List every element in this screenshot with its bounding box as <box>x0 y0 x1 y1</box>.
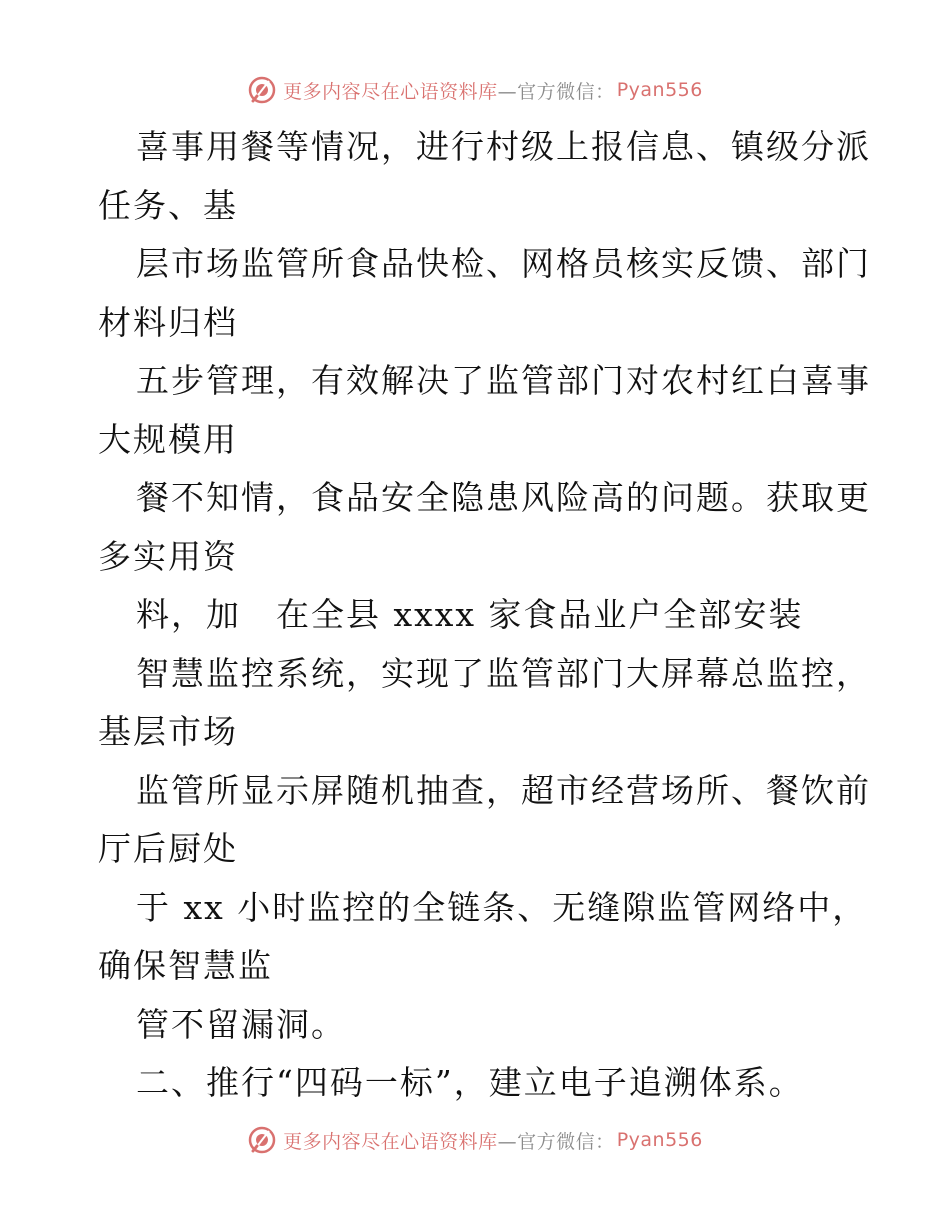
body-text-line: 管不留漏洞。 <box>136 1004 346 1044</box>
body-text-line: 多实用资 <box>98 536 238 576</box>
banner-wechat-id: Pyan556 <box>616 1129 703 1151</box>
body-text-line: 料，加 在全县 xxxx 家食品业户全部安装 <box>136 595 804 634</box>
body-text-line: 于 xx 小时监控的全链条、无缝隙监管网络中， <box>136 887 868 927</box>
body-text-line: 五步管理，有效解决了监管部门对农村红白喜事 <box>136 361 871 400</box>
banner-main-text: 更多内容尽在心语资料库 <box>283 1130 498 1153</box>
banner-wechat-id: Pyan556 <box>616 79 703 101</box>
body-text-line: 喜事用餐等情况，进行村级上报信息、镇级分派 <box>136 127 871 166</box>
banner-sub-text: —官方微信： <box>497 1130 615 1153</box>
banner-sub-text: —官方微信： <box>497 80 615 103</box>
body-text-line: 基层市场 <box>98 712 238 751</box>
body-text-line: 材料归档 <box>98 302 238 342</box>
body-text-line: 任务、基 <box>98 185 238 225</box>
body-text-line: 确保智慧监 <box>98 946 273 985</box>
footer-banner <box>0 1120 950 1160</box>
body-text-line: 厅后厨处 <box>98 829 238 868</box>
body-text-line: 智慧监控系统，实现了监管部门大屏幕总监控， <box>136 653 871 693</box>
header-banner <box>0 70 950 110</box>
body-text-line: 二、推行“四码一标”，建立电子追溯体系。 <box>136 1063 804 1102</box>
document-body <box>98 118 878 1113</box>
pen-logo-icon <box>247 75 277 105</box>
body-text-line: 大规模用 <box>98 419 238 459</box>
body-text-line: 监管所显示屏随机抽查，超市经营场所、餐饮前 <box>136 770 871 810</box>
banner-main-text: 更多内容尽在心语资料库 <box>283 80 498 103</box>
body-text-line: 餐不知情，食品安全隐患风险高的问题。获取更 <box>136 478 871 517</box>
body-text-line: 层市场监管所食品快检、网格员核实反馈、部门 <box>136 244 871 283</box>
pen-logo-icon <box>247 1125 277 1155</box>
